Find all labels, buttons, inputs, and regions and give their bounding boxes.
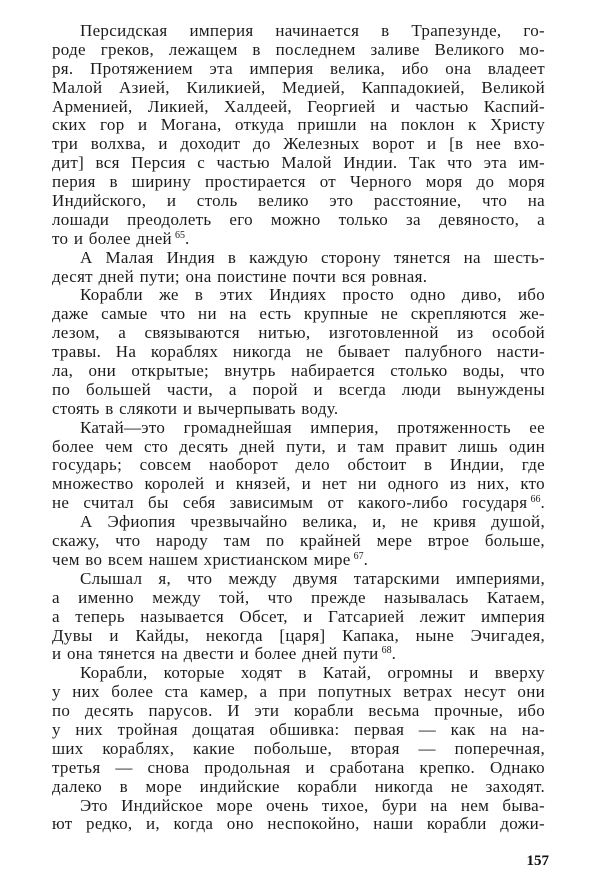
footnote-marker: 66 (530, 494, 541, 506)
text-line (52, 381, 545, 400)
line-text: скажу, что народу там по крайней мере втрое больше, (52, 531, 545, 551)
line-punctuation: . (391, 644, 397, 664)
paragraph (52, 286, 545, 418)
text-line (52, 645, 545, 664)
line-text: третья — снова продольная и сработана крепко. Однако (52, 757, 545, 777)
line-text: Корабли же в этих Индиях просто одно диво, ибо (80, 285, 545, 305)
text-line (52, 419, 545, 438)
line-text: десят дней пути; она поистине почти вся ровная. (52, 266, 428, 286)
line-text: травы. На кораблях никогда не бывает палубного насти- (52, 342, 545, 362)
text-line (52, 400, 545, 419)
footnote-marker: 68 (381, 645, 392, 657)
line-punctuation: . (184, 228, 190, 248)
line-text: у них тройная дощатая обшивка: первая — как на на- (52, 719, 545, 739)
text-line (52, 797, 545, 816)
line-text: у них более ста камер, а при попутных ветрах несут они (52, 682, 545, 702)
text-line (52, 60, 545, 79)
text-line (52, 135, 545, 154)
line-text: А Малая Индия в каждую сторону тянется на шесть- (80, 247, 545, 267)
paragraph (52, 570, 545, 664)
text-line (52, 343, 545, 362)
line-text: Малой Азией, Киликией, Медией, Каппадокией, Великой (52, 77, 545, 97)
text-line (52, 570, 545, 589)
text-line (52, 475, 545, 494)
text-line (52, 154, 545, 173)
line-text: Персидская империя начинается в Трапезунде, го- (80, 21, 545, 40)
page-number: 157 (526, 853, 549, 869)
line-text: ря. Протяжением эта империя велика, ибо она владеет (52, 58, 545, 78)
text-line (52, 249, 545, 268)
text-line (52, 324, 545, 343)
line-text: роде греков, лежащем в последнем заливе Великого мо- (52, 39, 545, 59)
line-text: а теперь называется Обсет, и Гатсарией лежит империя (52, 606, 545, 626)
line-text: то и более дней (52, 228, 172, 248)
text-line (52, 41, 545, 60)
line-text: три волхва, и доходит до Железных ворот и [в нее вхо- (52, 134, 545, 154)
line-text: стоять в слякоти и вычерпывать воду. (52, 398, 339, 418)
paragraph (52, 797, 545, 835)
text-line (52, 740, 545, 759)
text-line (52, 589, 545, 608)
footnote-marker: 65 (174, 229, 185, 241)
line-text: Арменией, Ликией, Халдеей, Георгией и частью Каспий- (52, 96, 545, 116)
text-line (52, 305, 545, 324)
line-text: дит] вся Персия с частью Малой Индии. Так что эта им- (52, 153, 545, 173)
paragraph (52, 22, 545, 249)
line-text: Слышал я, что между двумя татарскими империями, (80, 568, 545, 588)
text-line (52, 230, 545, 249)
line-text: лезом, а связываются нитью, изготовленной из особой (52, 323, 545, 343)
text-line (52, 778, 545, 797)
line-text: не считал бы себя зависимым от какого-либо государя (52, 493, 528, 513)
text-line (52, 211, 545, 230)
text-line (52, 683, 545, 702)
text-line (52, 494, 545, 513)
line-text: Дувы и Кайды, некогда [царя] Капака, ныне Эчигадея, (52, 625, 545, 645)
line-text: по десять парусов. И эти корабли весьма прочные, ибо (52, 701, 545, 721)
line-text: Это Индийское море очень тихое, бури на нем быва- (80, 795, 545, 815)
line-text: ла, они открытые; внутрь набирается столько воды, что (52, 361, 545, 381)
text-line (52, 173, 545, 192)
line-text: ют редко, и, когда оно неспокойно, наши корабли дожи- (52, 814, 545, 834)
text-line (52, 192, 545, 211)
line-text: даже самые что ни на есть крупные не скрепляются же- (52, 304, 545, 324)
text-line (52, 116, 545, 135)
line-text: а именно между той, что прежде называлась Катаем, (52, 587, 545, 607)
text-line (52, 702, 545, 721)
text-line (52, 664, 545, 683)
footnote-marker: 67 (353, 550, 364, 562)
paragraph (52, 419, 545, 513)
line-text: ших кораблях, какие побольше, вторая — поперечная, (52, 738, 545, 758)
text-line (52, 627, 545, 646)
line-text: А Эфиопия чрезвычайно велика, и, не кривя душой, (80, 512, 545, 532)
text-line (52, 551, 545, 570)
line-text: Катай—это громаднейшая империя, протяженность ее (80, 417, 545, 437)
line-text: по большей части, а порой и всегда люди вынуждены (52, 379, 545, 399)
text-line (52, 22, 545, 41)
text-line (52, 268, 545, 287)
line-text: ских гор и Могана, откуда пришли на поклон к Христу (52, 115, 545, 135)
line-text: более чем сто десять дней пути, и там правит лишь один (52, 436, 545, 456)
line-text: далеко в море индийские корабли никогда не заходят. (52, 776, 545, 796)
line-text: перия в ширину простирается от Черного моря до моря (52, 172, 545, 192)
text-line (52, 79, 545, 98)
text-line (52, 608, 545, 627)
line-text: Индийского, и столь велико это расстояние, что на (52, 191, 545, 211)
paragraph (52, 664, 545, 796)
line-text: государь; совсем наоборот дело обстоит в Индии, где (52, 455, 545, 475)
line-text: и она тянется на двести и более дней пути (52, 644, 379, 664)
text-line (52, 513, 545, 532)
line-text: Корабли, которые ходят в Катай, огромны и вверху (80, 663, 545, 683)
text-line (52, 286, 545, 305)
line-text: лошади преодолеть его можно только за девяносто, а (52, 209, 545, 229)
text-line (52, 815, 545, 834)
line-text: множество королей и князей, и нет ни одного из них, кто (52, 474, 545, 494)
text-line (52, 438, 545, 457)
paragraph (52, 249, 545, 287)
text-line (52, 362, 545, 381)
body-text (52, 22, 545, 834)
text-line (52, 532, 545, 551)
text-line (52, 721, 545, 740)
paragraph (52, 513, 545, 570)
text-line (52, 98, 545, 117)
text-line (52, 759, 545, 778)
line-punctuation: . (540, 493, 545, 513)
text-line (52, 456, 545, 475)
line-punctuation: . (363, 549, 369, 569)
line-text: чем во всем нашем христианском мире (52, 549, 351, 569)
